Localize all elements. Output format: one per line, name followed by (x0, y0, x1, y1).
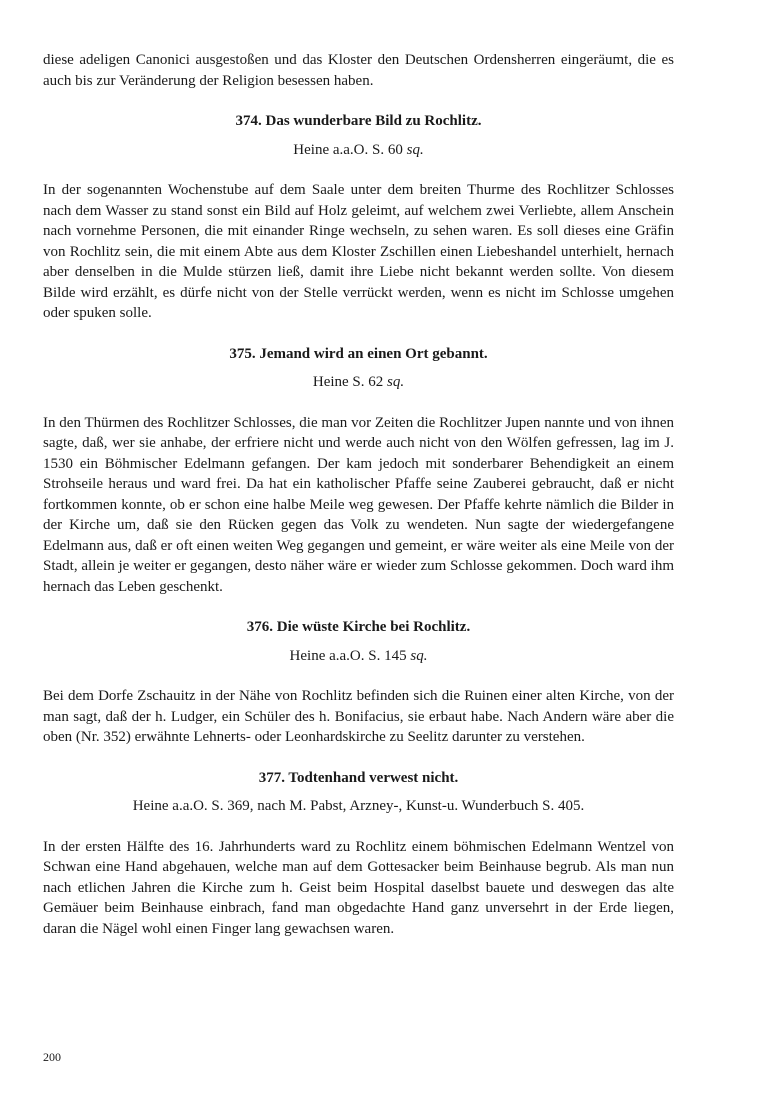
section-title-375: 375. Jemand wird an einen Ort gebannt. (229, 345, 488, 362)
section-title-374: 374. Das wunderbare Bild zu Rochlitz. (235, 113, 482, 129)
section-title-376: 376. Die wüste Kirche bei Rochlitz. (246, 619, 471, 635)
source-citation-374: Heine a.a.O. S. 60 sq. (293, 141, 424, 158)
section-text-377: In der ersten Hälfte des 16. Jahrhunderts ward zu Rochlitz einem böhmischen Edelmann Wentzel von Schwan eine Hand abgehauen, welche man auf dem Gottesacker beim Beinhause begrub. Als man nun nach etlichen Jahren die Kirche zum h. Geist beim Hospital daselbst bauete und deswegen das alte Gemäuer beim Beinhause einbrach, fand man obgedachte Hand ganz unversehrt in der Erde liegen, daran die Nägel wohl einen Finger lang gewachsen waren. (43, 838, 674, 937)
section-text-375: In den Thürmen des Rochlitzer Schlosses, die man vor Zeiten die Rochlitzer Jupen nannte und von ihnen sagte, daß, wer sie anhabe, der erfriere nicht und werde auch nicht von den Wölfen gefressen, lag im J. 1530 ein Böhmischer Edelmann gefangen. Der kam jedoch mit sonderbarer Behendigkeit an einem Strohseile heraus und ward frei. Da hat ein katholischer Pfaffe seine Zauberei gebraucht, daß er nicht fortkommen konnte, ob er schon eine halbe Meile weg gewesen. Der Pfaffe kehrte nämlich die Bilder in der Kirche um, daß sie den Rücken gegen das Volk zu wendeten. Nun sagte der wiedergefangene Edelmann aus, daß er oft einen weiten Weg gegangen und gemeint, er wäre weiter als eine Meile von der Stadt, allein je weiter er gegangen, desto näher wäre er wieder zum Schlosse gekommen. Doch ward ihm hernach das Leben geschenkt. (43, 414, 674, 595)
page-body (43, 50, 674, 939)
page-number: 200 (43, 1050, 61, 1064)
source-citation-377: Heine a.a.O. S. 369, nach M. Pabst, Arzney-, Kunst-u. Wunderbuch S. 405. (132, 798, 585, 814)
source-citation-376: Heine a.a.O. S. 145 sq. (289, 647, 428, 664)
section-text-376: Bei dem Dorfe Zschauitz in der Nähe von Rochlitz befinden sich die Ruinen einer alten Kirche, von der man sagt, daß der h. Ludger, ein Schüler des h. Bonifacius, sie erbaut habe. Nach Andern wäre aber die oben (Nr. 352) erwähnte Lehnerts- oder Leonhardskirche zu Seelitz darunter zu verstehen. (43, 688, 674, 745)
source-citation-375: Heine S. 62 sq. (312, 374, 405, 390)
section-title-377: 377. Todtenhand verwest nicht. (258, 769, 459, 786)
intro-paragraph: diese adeligen Canonici ausgestoßen und das Kloster den Deutschen Ordensherren eingeräumt, die es auch bis zur Veränderung der Religion besessen haben. (43, 52, 674, 89)
section-text-374: In der sogenannten Wochenstube auf dem Saale unter dem breiten Thurme des Rochlitzer Schlosses nach dem Wasser zu stand sonst ein Bild auf Holz geleimt, auf welchem zwei Verliebte, allem Anschein nach vornehme Personen, die mit einander Ringe wechseln, zu sehen waren. Es soll dieses eine Gräfin von Rochlitz sein, die mit einem Abte aus dem Kloster Zschillen einen Liebeshandel unterhielt, hernach aber denselben in die Mulde stürzen ließ, damit ihre Liebe nicht bekannt werden sollte. Von diesem Bilde wird erzählt, es dürfe nicht von der Stelle verrückt werden, wenn es nicht im Schlosse umgehen oder spuken solle. (43, 182, 674, 321)
